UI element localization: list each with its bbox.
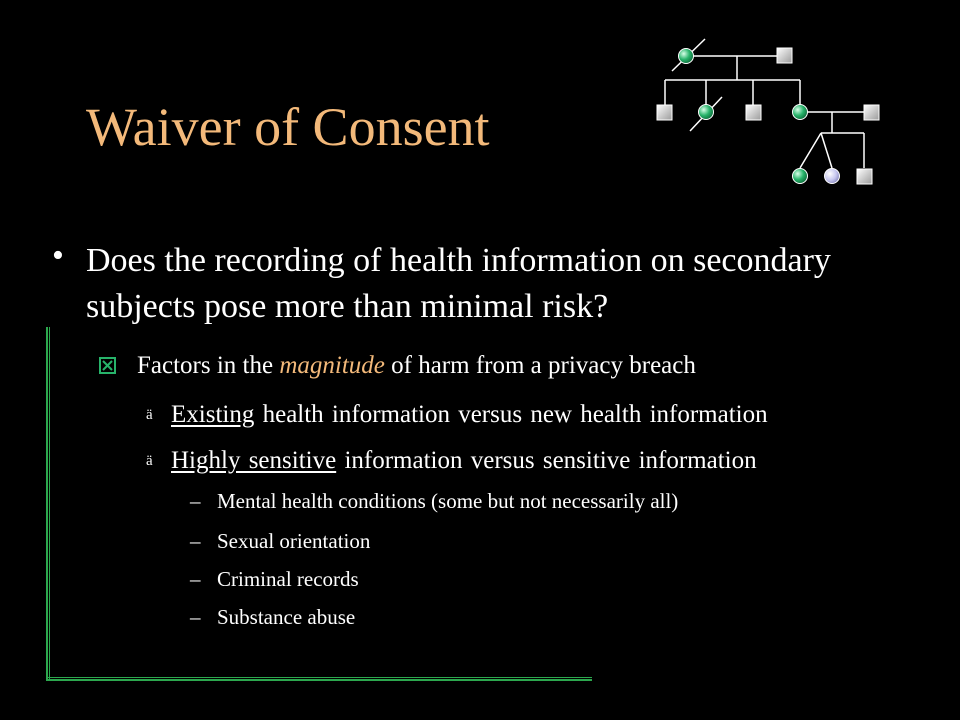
level4-item: Criminal records: [217, 567, 359, 591]
sub-point-emphasis: magnitude: [279, 352, 385, 379]
sub-point: [137, 350, 696, 382]
slide-title: Waiver of Consent: [86, 97, 490, 157]
accent-frame-vertical: [46, 327, 50, 681]
dash-bullet-icon: –: [190, 489, 201, 513]
level3-bullet-icon: ä: [146, 407, 153, 423]
dash-bullet-icon: –: [190, 605, 201, 629]
level3-item: [171, 400, 768, 430]
dash-bullet-icon: –: [190, 529, 201, 553]
level3-item-rest: information versus sensitive information: [336, 447, 757, 474]
family-pedigree-icon: [650, 35, 900, 195]
level3-item-underlined: Highly sensitive: [171, 447, 337, 474]
sub-point-suffix: of harm from a privacy breach: [384, 352, 696, 379]
accent-frame-horizontal: [46, 677, 592, 681]
main-point: Does the recording of health information on secondary subjects pose more than minimal risk?: [86, 242, 831, 325]
level3-bullet-icon: ä: [146, 453, 153, 469]
level4-item: Mental health conditions (some but not necessarily all): [217, 489, 679, 513]
level3-item-rest: health information versus new health information: [254, 401, 768, 428]
boxed-x-bullet-icon: [98, 356, 118, 376]
level4-item: Substance abuse: [217, 605, 356, 629]
dash-bullet-icon: –: [190, 567, 201, 591]
level4-item: Sexual orientation: [217, 529, 371, 553]
level3-item: [171, 446, 757, 476]
level3-item-underlined: Existing: [171, 401, 255, 428]
bullet-icon: •: [52, 237, 64, 274]
sub-point-prefix: Factors in the: [137, 352, 280, 379]
